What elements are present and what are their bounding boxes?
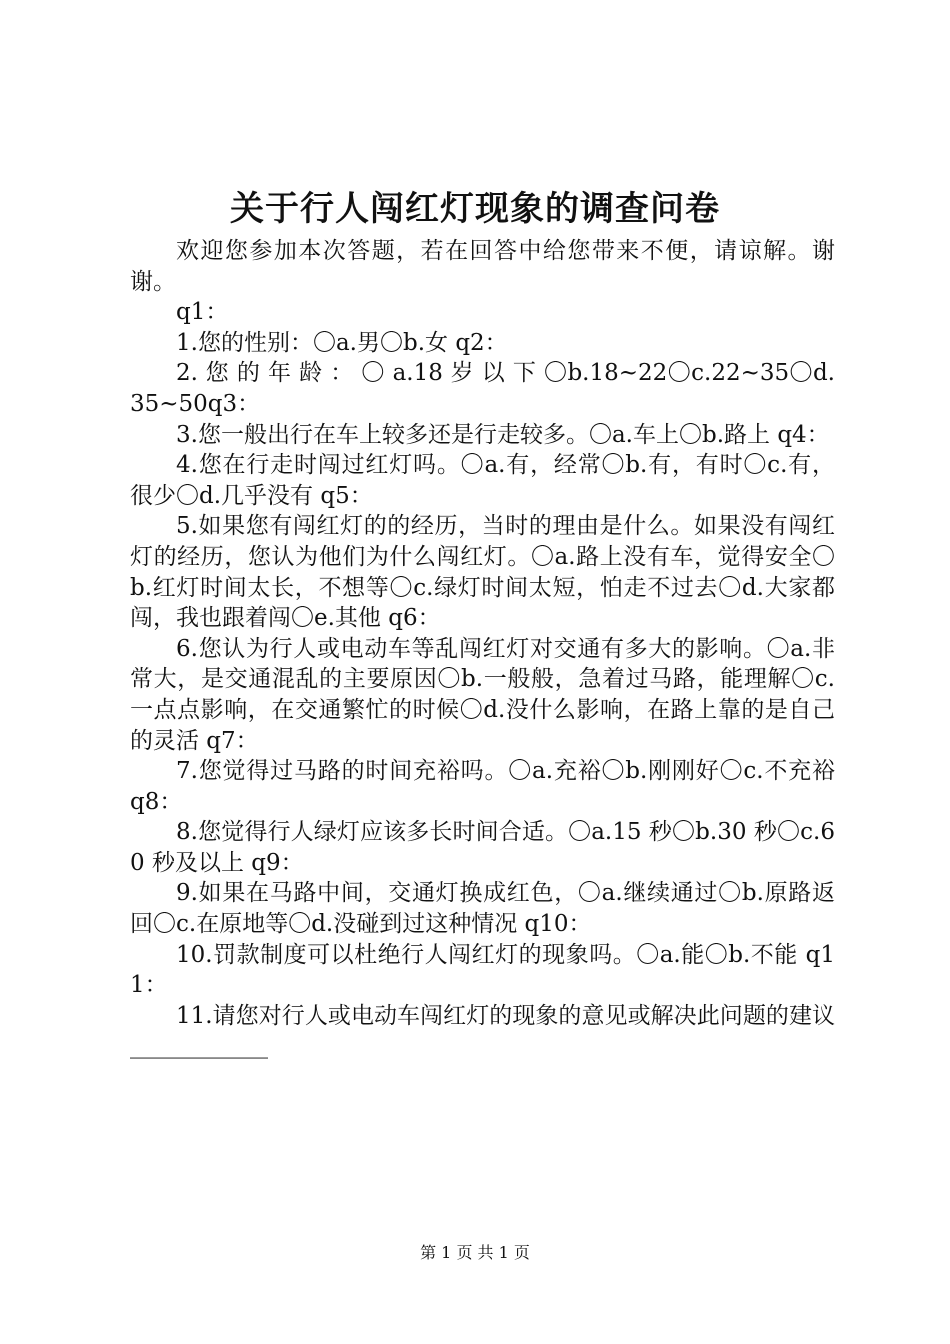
question-label-q1: q1： bbox=[176, 299, 229, 326]
question-2: 2. 您 的 年 龄 ： 〇 a.18 岁 以 下 〇b.18~22〇c.22~35〇d.35~50q3： bbox=[130, 360, 835, 417]
document-title: 关于行人闯红灯现象的调查问卷 bbox=[230, 189, 720, 229]
question-9: 9.如果在马路中间，交通灯换成红色，〇a.继续通过〇b.原路返回〇c.在原地等〇d.没碰到过这种情况 q10： bbox=[130, 880, 835, 938]
question-11: 11.请您对行人或电动车闯红灯的现象的意见或解决此问题的建议____________ bbox=[130, 1002, 835, 1060]
document-body bbox=[130, 236, 835, 1062]
question-3: 3.您一般出行在车上较多还是行走较多。〇a.车上〇b.路上 q4： bbox=[176, 421, 830, 448]
question-5: 5.如果您有闯红灯的的经历，当时的理由是什么。如果没有闯红灯的经历，您认为他们为什么闯红灯。〇a.路上没有车，觉得安全〇b.红灯时间太长，不想等〇c.绿灯时间太短，怕走不过去〇d.大家都闯，我也跟着闯〇e.其他 q6： bbox=[130, 513, 835, 632]
question-8: 8.您觉得行人绿灯应该多长时间合适。〇a.15 秒〇b.30 秒〇c.60 秒及以上 q9： bbox=[130, 819, 835, 876]
question-7: 7.您觉得过马路的时间充裕吗。〇a.充裕〇b.刚刚好〇c.不充裕 q8： bbox=[130, 758, 835, 815]
question-1: 1.您的性别：〇a.男〇b.女 q2： bbox=[176, 329, 508, 356]
question-6: 6.您认为行人或电动车等乱闯红灯对交通有多大的影响。〇a.非常大，是交通混乱的主要原因〇b.一般般，急着过马路，能理解〇c.一点点影响，在交通繁忙的时候〇d.没什么影响，在路上靠的是自己的灵活 q7： bbox=[130, 635, 835, 754]
question-10: 10.罚款制度可以杜绝行人闯红灯的现象吗。〇a.能〇b.不能 q11： bbox=[130, 941, 835, 999]
question-4: 4.您在行走时闯过红灯吗。〇a.有，经常〇b.有，有时〇c.有，很少〇d.几乎没有 q5： bbox=[130, 452, 835, 509]
page-footer: 第 1 页 共 1 页 bbox=[420, 1243, 530, 1262]
intro-paragraph: 欢迎您参加本次答题，若在回答中给您带来不便，请谅解。谢谢。 bbox=[130, 238, 835, 295]
